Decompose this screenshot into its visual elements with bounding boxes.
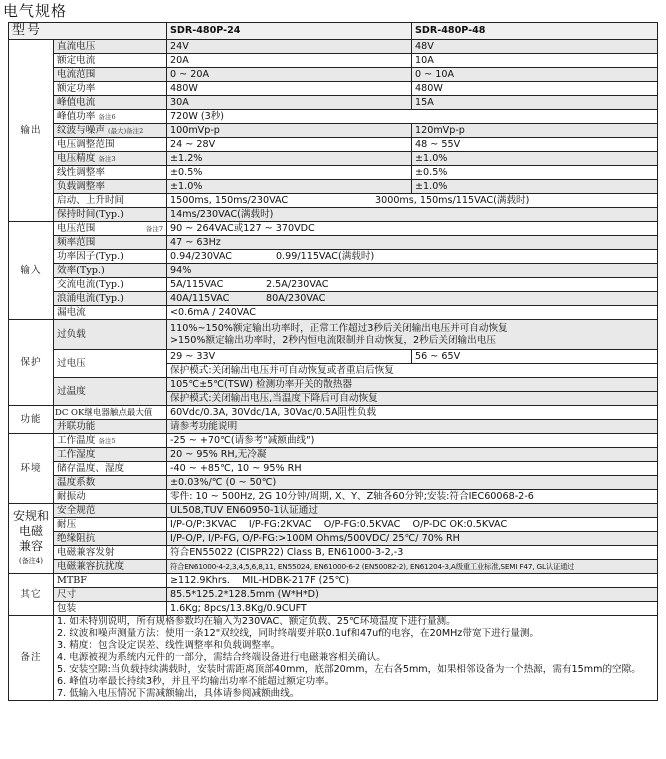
value-span: 保护模式:关闭输出电压,当温度下降后可自动恢复 xyxy=(167,392,658,406)
param-label: 额定功率 xyxy=(54,82,167,96)
value-b: 0 ~ 10A xyxy=(412,68,658,82)
param-label xyxy=(54,124,167,138)
table-row xyxy=(9,406,658,420)
value-a: 0.94/230VAC xyxy=(170,250,232,262)
param-note: 备注3 xyxy=(98,154,116,163)
param-label xyxy=(54,110,167,124)
param-note: 备注5 xyxy=(98,436,116,445)
param-label: 安全规范 xyxy=(54,504,167,518)
param-label: 峰值电流 xyxy=(54,96,167,110)
param-label: 绝缘阻抗 xyxy=(54,532,167,546)
value-b: 48 ~ 55V xyxy=(412,138,658,152)
table-row xyxy=(9,40,658,54)
value-span: 60Vdc/0.3A, 30Vdc/1A, 30Vac/0.5A阻性负载 xyxy=(167,406,658,420)
param-label: 电磁兼容抗扰度 xyxy=(54,560,167,574)
table-row xyxy=(9,532,658,546)
value-span: 保护模式:关闭输出电压并可自动恢复或者重启后恢复 xyxy=(167,364,658,378)
param-label: 线性调整率 xyxy=(54,166,167,180)
value-span xyxy=(167,292,658,306)
value-span: 105℃±5℃(TSW) 检测功率开关的散热器 xyxy=(167,378,658,392)
value-b: 10A xyxy=(412,54,658,68)
table-row xyxy=(9,560,658,574)
overload-line2: >150%额定输出功率时，2秒内恒电流限制并自动恢复，2秒后关闭输出电压 xyxy=(170,334,496,346)
value-span: ≥112.9Khrs. MIL-HDBK-217F (25℃) xyxy=(167,574,658,588)
param-label: 储存温度、湿度 xyxy=(54,462,167,476)
table-row xyxy=(9,236,658,250)
table-row xyxy=(9,250,658,264)
value-span: 90 ~ 264VAC或127 ~ 370VDC xyxy=(167,222,658,236)
value-span: <0.6mA / 240VAC xyxy=(167,306,658,320)
table-row xyxy=(9,82,658,96)
param-label: 交流电流(Typ.) xyxy=(54,278,167,292)
param-label: 启动、上升时间 xyxy=(54,194,167,208)
param-label: 工作湿度 xyxy=(54,448,167,462)
note-item: 4. 电源被视为系统内元件的一部分，需结合终端设备进行电磁兼容相关确认。 xyxy=(57,652,386,663)
note-item: 7. 低输入电压情况下需减额输出，具体请参阅减额曲线。 xyxy=(57,688,300,699)
table-row xyxy=(9,378,658,392)
value-span: -25 ~ +70℃(请参考"减额曲线") xyxy=(167,434,658,448)
param-label: 负载调整率 xyxy=(54,180,167,194)
value-b: 2.5A/230VAC xyxy=(266,278,329,290)
category-safety-emc xyxy=(9,504,54,574)
table-row xyxy=(9,320,658,350)
value-span: 1.6Kg; 8pcs/13.8Kg/0.9CUFT xyxy=(167,602,658,616)
category-output: 输出 xyxy=(9,40,54,222)
table-row xyxy=(9,166,658,180)
value-span xyxy=(167,194,658,208)
category-input: 输入 xyxy=(9,222,54,320)
category-function: 功能 xyxy=(9,406,54,434)
param-label: 过温度 xyxy=(54,378,167,406)
param-label: 电磁兼容发射 xyxy=(54,546,167,560)
value-a: 0 ~ 20A xyxy=(167,68,412,82)
value-b: ±1.0% xyxy=(412,152,658,166)
note-item: 1. 如未特别说明，所有规格参数均在输入为230VAC、额定负载、25℃环境温度下进行量测。 xyxy=(57,616,456,627)
table-row xyxy=(9,306,658,320)
table-row xyxy=(9,152,658,166)
category-line: 电磁 xyxy=(18,523,43,538)
value-span xyxy=(167,278,658,292)
param-text: 峰值功率 xyxy=(57,110,96,122)
note-item: 6. 峰值功率最长持续3秒，并且平均输出功率不能超过额定功率。 xyxy=(57,676,335,687)
value-a: 20A xyxy=(167,54,412,68)
value-span: -40 ~ +85℃, 10 ~ 95% RH xyxy=(167,462,658,476)
value-a: ±1.0% xyxy=(167,180,412,194)
param-label: 功率因子(Typ.) xyxy=(54,250,167,264)
table-row xyxy=(9,292,658,306)
param-note: 备注6 xyxy=(98,112,116,121)
param-label: 并联功能 xyxy=(54,420,167,434)
value-span: UL508,TUV EN60950-1认证通过 xyxy=(167,504,658,518)
param-label xyxy=(54,152,167,166)
notes-row xyxy=(9,616,658,701)
param-label: 频率范围 xyxy=(54,236,167,250)
note-item: 2. 纹波和噪声测量方法：使用一条12"双绞线，同时终端要并联0.1uf和47uf的电容，在20MHz带宽下进行量测。 xyxy=(57,628,540,639)
table-row xyxy=(9,504,658,518)
category-protection: 保护 xyxy=(9,320,54,406)
param-label: 尺寸 xyxy=(54,588,167,602)
param-label: 漏电流 xyxy=(54,306,167,320)
value-span: 符合EN61000-4-2,3,4,5,6,8,11, EN55024, EN61000-6-2 (EN50082-2), EN61204-3,A级重工业标准,SEMI F47, GL认证通过 xyxy=(167,560,658,574)
value-span: 47 ~ 63Hz xyxy=(167,236,658,250)
value-a: 5A/115VAC xyxy=(170,278,224,290)
param-label: 耐压 xyxy=(54,518,167,532)
param-label: 耐振动 xyxy=(54,490,167,504)
table-row xyxy=(9,180,658,194)
table-row xyxy=(9,434,658,448)
spec-table xyxy=(8,22,658,701)
category-environment: 环境 xyxy=(9,434,54,504)
value-a: 40A/115VAC xyxy=(170,292,230,304)
overload-line1: 110%~150%额定输出功率时，正常工作超过3秒后关闭输出电压并可自动恢复 xyxy=(170,322,508,334)
param-label: 额定电流 xyxy=(54,54,167,68)
value-span: 请参考功能说明 xyxy=(167,420,658,434)
param-label xyxy=(54,222,167,236)
param-text: 电压范围 xyxy=(57,222,96,234)
table-row xyxy=(9,490,658,504)
table-row xyxy=(9,602,658,616)
param-text: 电压精度 xyxy=(57,152,96,164)
param-label: 包装 xyxy=(54,602,167,616)
value-b: 480W xyxy=(412,82,658,96)
param-label: 保持时间(Typ.) xyxy=(54,208,167,222)
value-b: 0.99/115VAC(满载时) xyxy=(276,250,375,262)
value-b: ±0.5% xyxy=(412,166,658,180)
param-label: DC OK继电器触点最大值 xyxy=(54,406,167,420)
value-a: 30A xyxy=(167,96,412,110)
value-span: 20 ~ 95% RH,无冷凝 xyxy=(167,448,658,462)
table-row xyxy=(9,350,658,364)
param-label: 浪涌电流(Typ.) xyxy=(54,292,167,306)
table-row xyxy=(9,448,658,462)
value-span: 94% xyxy=(167,264,658,278)
value-a: ±1.2% xyxy=(167,152,412,166)
model-b: SDR-480P-48 xyxy=(412,23,658,40)
note-item: 5. 安装空隙:当负载持续满载时，安装时需距离顶部40mm，底部20mm，左右各5mm，如果相邻设备为一个热源，需有15mm的空隙。 xyxy=(57,664,641,675)
value-b: ±1.0% xyxy=(412,180,658,194)
category-notes: 备注 xyxy=(9,616,54,701)
value-span xyxy=(167,250,658,264)
category-note: (备注4) xyxy=(19,556,43,565)
table-row xyxy=(9,546,658,560)
notes-list xyxy=(54,616,658,701)
table-row xyxy=(9,574,658,588)
param-label xyxy=(54,434,167,448)
value-span xyxy=(167,320,658,350)
note-item: 3. 精度：包含设定误差、线性调整率和负载调整率。 xyxy=(57,640,281,651)
model-a: SDR-480P-24 xyxy=(167,23,412,40)
table-row xyxy=(9,278,658,292)
table-row xyxy=(9,462,658,476)
value-span: I/P-O/P:3KVAC I/P-FG:2KVAC O/P-FG:0.5KVAC O/P-DC OK:0.5KVAC xyxy=(167,518,658,532)
value-span: 14ms/230VAC(满载时) xyxy=(167,208,658,222)
table-row xyxy=(9,264,658,278)
table-row xyxy=(9,476,658,490)
table-row xyxy=(9,518,658,532)
value-a: 1500ms, 150ms/230VAC xyxy=(170,194,289,206)
value-b: 15A xyxy=(412,96,658,110)
param-label: 过负载 xyxy=(54,320,167,350)
value-span: ±0.03%/℃ (0 ~ 50℃) xyxy=(167,476,658,490)
value-a: ±0.5% xyxy=(167,166,412,180)
value-b: 56 ~ 65V xyxy=(412,350,658,364)
table-row xyxy=(9,420,658,434)
param-label: 效率(Typ.) xyxy=(54,264,167,278)
param-note: (最大)备注2 xyxy=(108,126,144,135)
value-a: 29 ~ 33V xyxy=(167,350,412,364)
table-row xyxy=(9,110,658,124)
param-label: 电压调整范围 xyxy=(54,138,167,152)
value-b: 3000ms, 150ms/115VAC(满载时) xyxy=(375,194,530,206)
value-b: 120mVp-p xyxy=(412,124,658,138)
param-note: 备注7 xyxy=(145,224,164,233)
param-label: 过电压 xyxy=(54,350,167,378)
value-span: I/P-O/P, I/P-FG, O/P-FG:>100M Ohms/500VDC/ 25℃/ 70% RH xyxy=(167,532,658,546)
value-a: 24 ~ 28V xyxy=(167,138,412,152)
table-row xyxy=(9,222,658,236)
table-row xyxy=(9,96,658,110)
param-label: 电流范围 xyxy=(54,68,167,82)
param-text: 纹波与噪声 xyxy=(57,124,105,136)
param-label: MTBF xyxy=(54,574,167,588)
value-span: 零件: 10 ~ 500Hz, 2G 10分钟/周期, X、Y、Z轴各60分钟;安装:符合IEC60068-2-6 xyxy=(167,490,658,504)
param-text: 工作温度 xyxy=(57,434,96,446)
header-row xyxy=(9,23,658,40)
param-label: 直流电压 xyxy=(54,40,167,54)
value-b: 80A/230VAC xyxy=(266,292,326,304)
value-span: 符合EN55022 (CISPR22) Class B, EN61000-3-2,-3 xyxy=(167,546,658,560)
value-span: 85.5*125.2*128.5mm (W*H*D) xyxy=(167,588,658,602)
value-a: 24V xyxy=(167,40,412,54)
table-row xyxy=(9,124,658,138)
value-a: 480W xyxy=(167,82,412,96)
category-line: 安规和 xyxy=(12,508,49,523)
table-row xyxy=(9,54,658,68)
table-row xyxy=(9,194,658,208)
value-a: 100mVp-p xyxy=(167,124,412,138)
table-row xyxy=(9,68,658,82)
category-line: 兼容 xyxy=(18,538,43,553)
param-label: 温度系数 xyxy=(54,476,167,490)
category-others: 其它 xyxy=(9,574,54,616)
table-row xyxy=(9,138,658,152)
value-b: 48V xyxy=(412,40,658,54)
model-label: 型号 xyxy=(9,23,167,40)
value-span: 720W (3秒) xyxy=(167,110,658,124)
table-row xyxy=(9,588,658,602)
table-row xyxy=(9,208,658,222)
page-title: 电气规格 xyxy=(3,2,68,20)
